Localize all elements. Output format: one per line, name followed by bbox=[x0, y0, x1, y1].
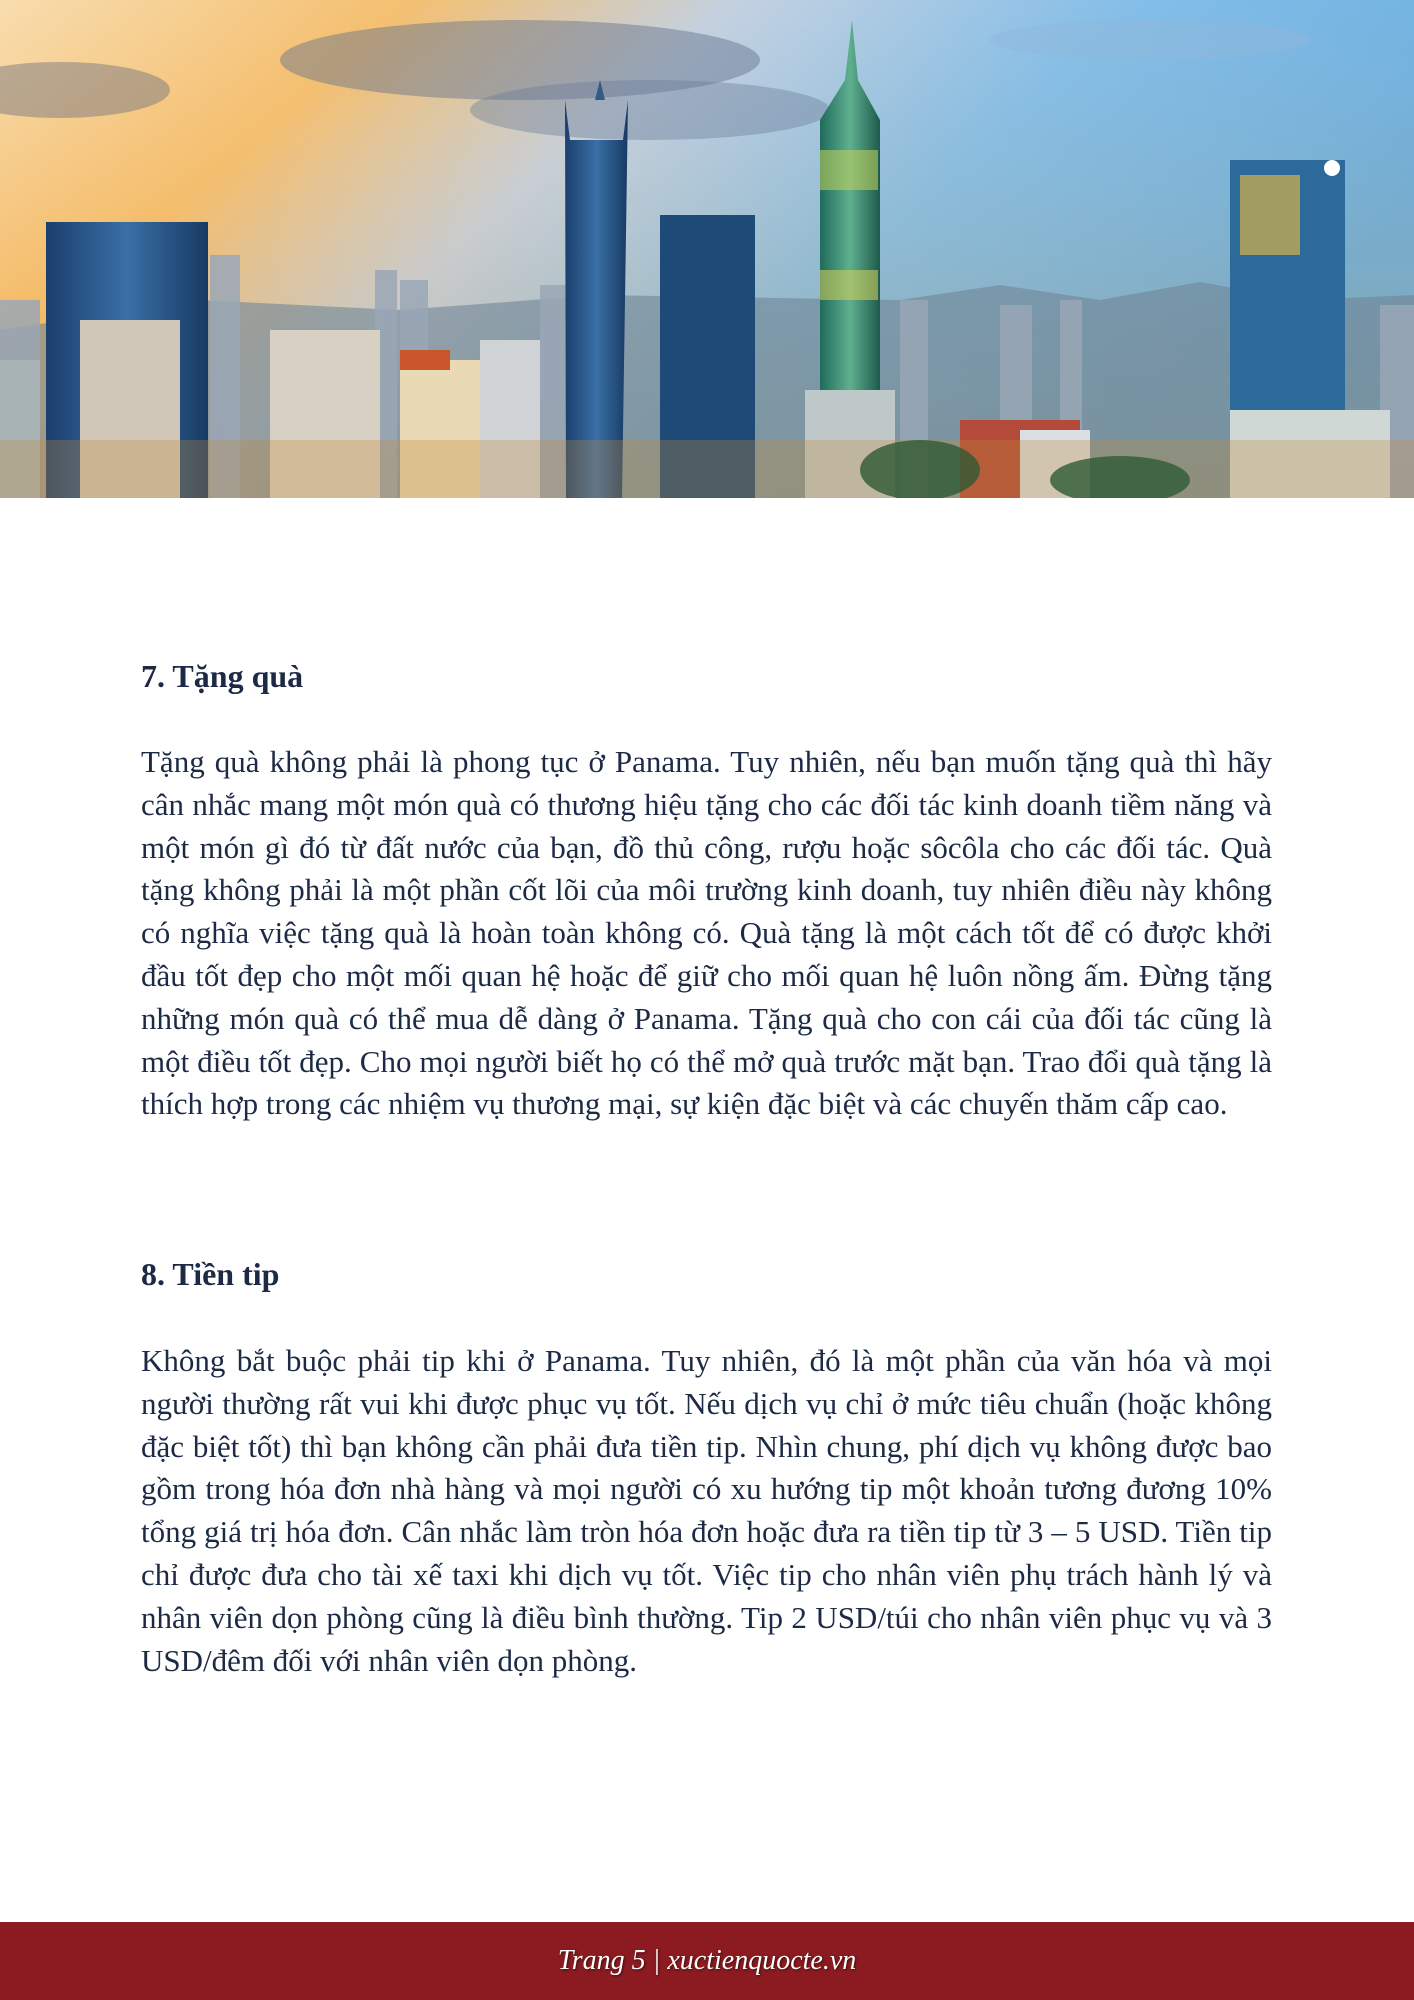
section-heading-tipping: 8. Tiền tip bbox=[141, 1256, 280, 1292]
section-body-tipping: Không bắt buộc phải tip khi ở Panama. Tuy nhiên, đó là một phần của văn hóa và mọi người thường rất vui khi được phục vụ tốt. Nếu dịch vụ chỉ ở mức tiêu chuẩn (hoặc không đặc biệt tốt) thì bạn không cần phải đưa tiền tip. Nhìn chung, phí dịch vụ không được bao gồm trong hóa đơn nhà hàng và mọi người có xu hướng tip một khoản tương đương 10% tổng giá trị hóa đơn. Cân nhắc làm tròn hóa đơn hoặc đưa ra tiền tip từ 3 – 5 USD. Tiền tip chỉ được đưa cho tài xế taxi khi dịch vụ tốt. Việc tip cho nhân viên phụ trách hành lý và nhân viên dọn phòng cũng là điều bình thường. Tip 2 USD/túi cho nhân viên phục vụ và 3 USD/đêm đối với nhân viên dọn phòng. bbox=[141, 1343, 1272, 1678]
page-footer bbox=[0, 1922, 1414, 2000]
section-body-gifts: Tặng quà không phải là phong tục ở Panama. Tuy nhiên, nếu bạn muốn tặng quà thì hãy cân nhắc mang một món quà có thương hiệu tặng cho các đối tác kinh doanh tiềm năng và một món gì đó từ đất nước của bạn, đồ thủ công, rượu hoặc sôcôla cho các đối tác. Quà tặng không phải là một phần cốt lõi của môi trường kinh doanh, tuy nhiên điều này không có nghĩa việc tặng quà là hoàn toàn không có. Quà tặng là một cách tốt để có được khởi đầu tốt đẹp cho một mối quan hệ hoặc để giữ cho mối quan hệ luôn nồng ấm. Đừng tặng những món quà có thể mua dễ dàng ở Panama. Tặng quà cho con cái của đối tác cũng là một điều tốt đẹp. Cho mọi người biết họ có thể mở quà trước mặt bạn. Trao đổi quà tặng là thích hợp trong các nhiệm vụ thương mại, sự kiện đặc biệt và các chuyến thăm cấp cao. bbox=[141, 744, 1272, 1122]
footer-text: Trang 5 | xuctienquocte.vn bbox=[557, 1945, 857, 1976]
section-heading-gifts: 7. Tặng quà bbox=[141, 658, 304, 694]
city-skyline-image bbox=[0, 0, 1414, 498]
city-skyline-banner bbox=[0, 0, 1414, 498]
